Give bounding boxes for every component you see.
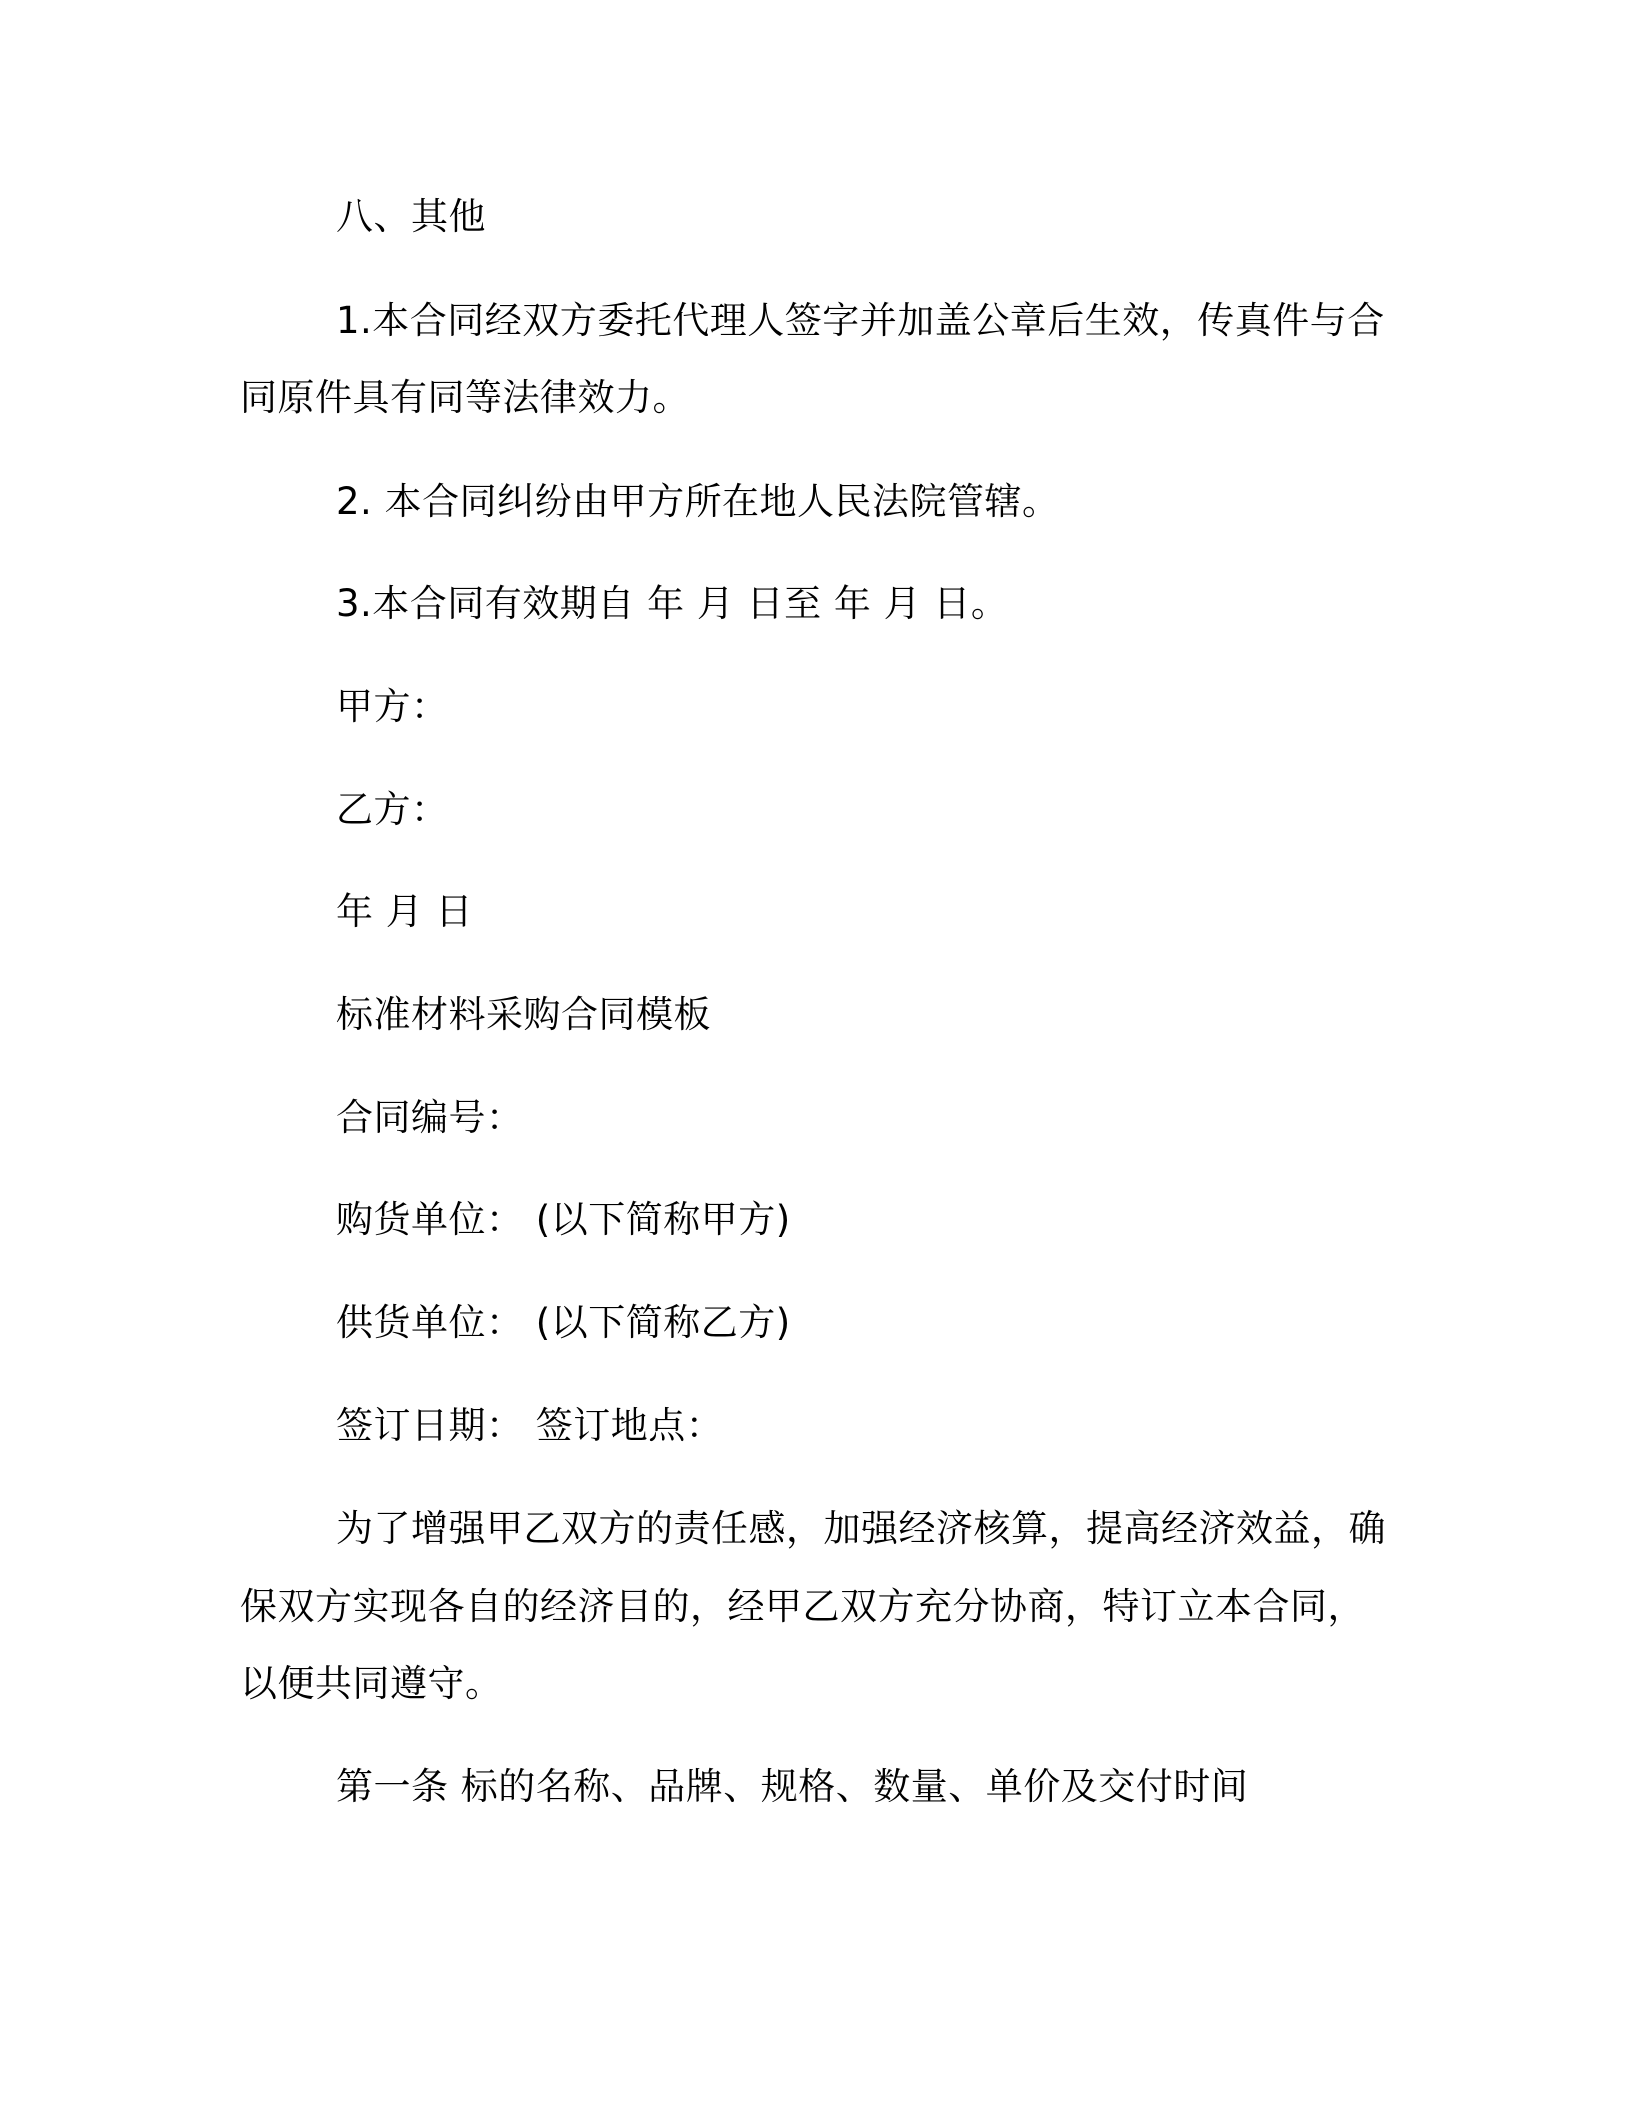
party-b-label: 乙方： (336, 788, 449, 831)
clause-2: 2. 本合同纠纷由甲方所在地人民法院管辖。 (336, 480, 1060, 523)
date-line: 年 月 日 (336, 890, 474, 933)
preamble-line-2: 保双方实现各自的经济目的，经甲乙双方充分协商，特订立本合同， (240, 1585, 1365, 1628)
section-heading-other: 八、其他 (336, 195, 486, 238)
supplier-label: 供货单位： (以下简称乙方) (336, 1301, 791, 1344)
signing-date-place: 签订日期： 签订地点： (336, 1404, 724, 1447)
clause-3: 3.本合同有效期自 年 月 日至 年 月 日。 (336, 582, 1009, 625)
clause-1-line-2: 同原件具有同等法律效力。 (240, 376, 690, 419)
article-1-heading: 第一条 标的名称、品牌、规格、数量、单价及交付时间 (336, 1765, 1249, 1808)
preamble-line-3: 以便共同遵守。 (240, 1662, 503, 1705)
preamble-line-1: 为了增强甲乙双方的责任感，加强经济核算，提高经济效益，确 (336, 1507, 1386, 1550)
buyer-label: 购货单位： (以下简称甲方) (336, 1198, 791, 1241)
contract-number-label: 合同编号： (336, 1096, 524, 1139)
party-a-label: 甲方： (336, 685, 449, 728)
contract-title: 标准材料采购合同模板 (336, 993, 711, 1036)
clause-1-line-1: 1.本合同经双方委托代理人签字并加盖公章后生效，传真件与合 (336, 299, 1385, 342)
